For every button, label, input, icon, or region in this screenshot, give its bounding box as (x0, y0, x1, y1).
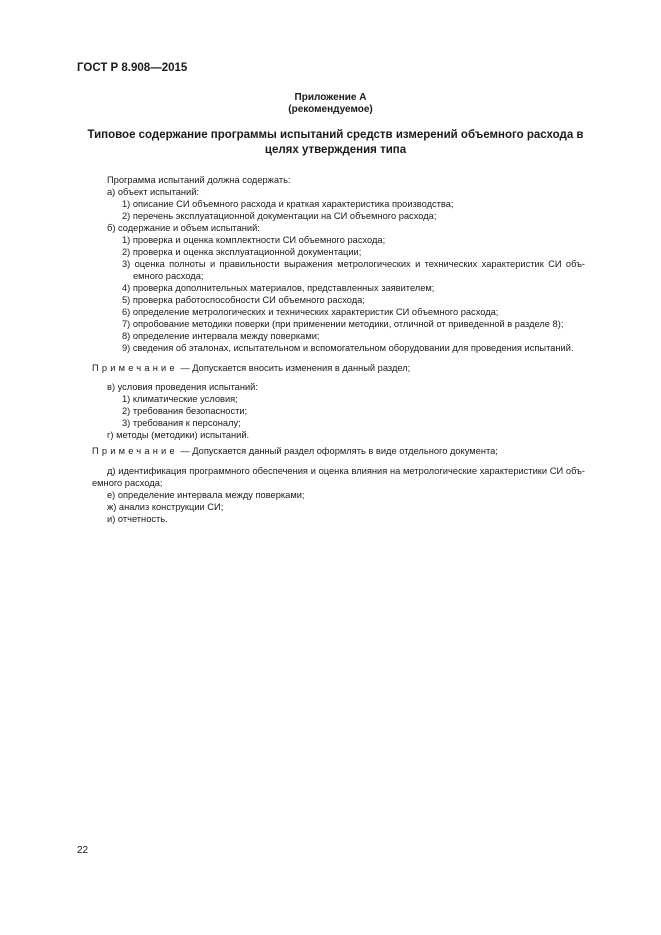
list-item: 2) проверка и оценка эксплуатационной документации; (122, 247, 362, 257)
list-item: 3) требования к персоналу; (122, 418, 241, 428)
note-label: Примечание (92, 363, 178, 373)
section-d-continuation: емного расхода; (92, 478, 163, 488)
list-item: 2) требования безопасности; (122, 406, 248, 416)
list-item: 1) проверка и оценка комплектности СИ объемного расхода; (122, 235, 386, 245)
section-c: в) условия проведения испытаний: (107, 382, 258, 392)
section-a: а) объект испытаний: (107, 187, 200, 197)
section-zh: ж) анализ конструкции СИ; (107, 502, 224, 512)
list-item: 6) определение метрологических и технических характеристик СИ объемного расхода; (122, 307, 499, 317)
note-2 (92, 445, 498, 457)
note-text: — Допускается данный раздел оформлять в виде отдельного документа; (177, 446, 498, 456)
section-i: и) отчетность. (107, 514, 168, 524)
section-b: б) содержание и объем испытаний: (107, 223, 260, 233)
list-item: 1) описание СИ объемного расхода и краткая характеристика производства; (122, 199, 454, 209)
note-text: — Допускается вносить изменения в данный раздел; (177, 363, 411, 373)
appendix-title: Приложение А (294, 92, 367, 103)
list-item: 5) проверка работоспособности СИ объемного расхода; (122, 295, 365, 305)
list-item: 4) проверка дополнительных материалов, представленных заявителем; (122, 283, 435, 293)
section-g: г) методы (методики) испытаний. (107, 430, 250, 440)
list-item: 7) опробование методики поверки (при применении методики, отличной от приведенной в разделе 8); (122, 319, 564, 329)
note-1 (92, 362, 410, 374)
appendix-subtitle: (рекомендуемое) (288, 104, 373, 115)
document-title: Типовое содержание программы испытаний средств измерений объемного расхода в целях утверждения типа (87, 129, 584, 156)
list-item-continuation: емного расхода; (133, 271, 204, 281)
list-item: 1) климатические условия; (122, 394, 238, 404)
list-item: 8) определение интервала между поверками; (122, 331, 320, 341)
section-d: д) идентификация программного обеспечения и оценка влияния на метрологические характеристики СИ объ- (107, 466, 585, 476)
section-e: е) определение интервала между поверками; (107, 490, 305, 500)
note-label: Примечание (92, 446, 178, 456)
page-number: 22 (77, 845, 89, 856)
intro-text: Программа испытаний должна содержать: (107, 175, 291, 185)
list-item: 9) сведения об эталонах, испытательном и вспомогательном оборудовании для проведения испытаний. (122, 343, 574, 353)
list-item: 3) оценка полноты и правильности выражения метрологических и технических характеристик СИ объ- (122, 259, 585, 269)
list-item: 2) перечень эксплуатационной документации на СИ объемного расхода; (122, 211, 437, 221)
document-header: ГОСТ Р 8.908—2015 (77, 62, 188, 74)
